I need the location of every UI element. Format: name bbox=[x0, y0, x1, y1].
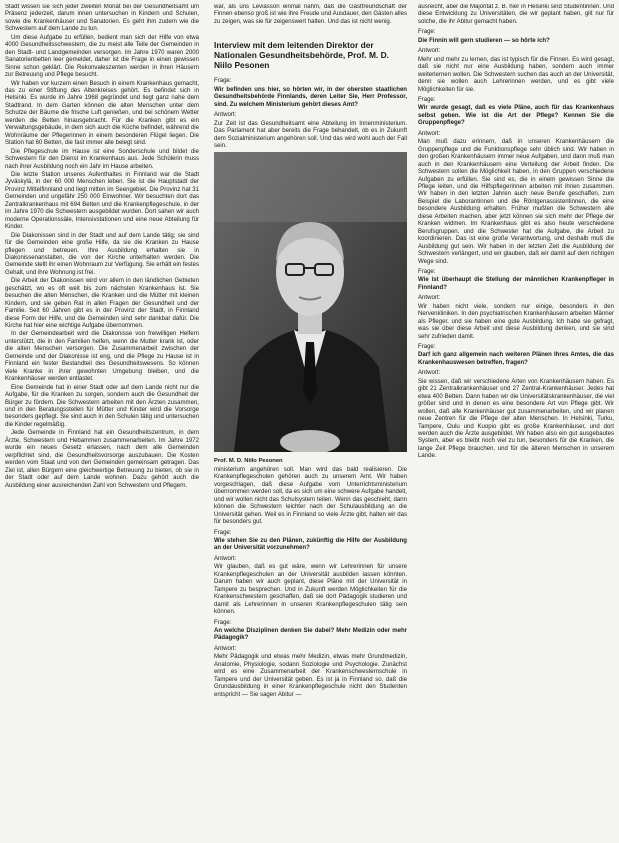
paragraph: Die letzte Station unseres Aufenthaltes in Finnland war die Stadt Jyväskylä, in der 60 000 Menschen leben. Sie ist die Hauptstadt der Provinz Mittelfinnland und liegt mitten im Seengebiet. Die Provinz hat 31 Gemeinden und ungefähr 250 000 Einwohner. Wir besuchten dort das Zentralkrankenhaus mit 694 Betten und die Krankenpflegeschule, in der im Jahre 1970 die Schwestern ausgebildet wurden. Dort sahen wir auch moderne Operationssäle, Intensivstationen und eine neue Abteilung für Kinder. bbox=[5, 171, 199, 231]
question-text: Darf ich ganz allgemein nach weiteren Plänen Ihres Amtes, die das Krankenhauswesen betreffen, fragen? bbox=[418, 352, 614, 366]
text-column-right bbox=[418, 4, 614, 837]
intro-paragraph: war, als uns Leviasson einmal nahm, daß die Gastfreundschaft der Finnen ebenso groß ist wie ihre Freude und Ausdauer, den Gästen alles zu zeigen, was sie für zeigenswert halten. Und das ist nicht wenig. bbox=[214, 4, 407, 25]
question-text: Wir wurde gesagt, daß es viele Pläne, auch für das Krankenhaus selbst geben. Wie ist die Art der Pflege? Kennen Sie die Gruppenpflege? bbox=[418, 105, 614, 127]
intro-paragraph: ausreicht, aber die Majorität z. B. hier in Helsinki sind Studentinnen. Und diese Entwicklung zu Universitäten, die wir geplant haben, gilt nur für solche, die ihr Abitur gemacht haben. bbox=[418, 4, 614, 25]
question-text: Die Finnin will gern studieren — so hörte ich? bbox=[418, 37, 550, 44]
answer-text: Wir glauben, daß es gut wäre, wenn wir Lehrerinnen für unsere Krankenpflegeschulen an der Universität ausbilden lassen könnten. Darum haben wir auch geplant, diese Pläne mit der Universität in Tampere zu besprechen. Und in Zukunft werden Möglichkeiten für die Krankenschwestern geschaffen, daß sie dort Pädagogik studieren und damit als Lehrerinnen in unseren Krankenpflegeschulen tätig sein können. bbox=[214, 564, 407, 616]
question-label: Frage: bbox=[214, 78, 232, 85]
answer-text: Mehr und mehr zu lernen, das ist typisch für die Finnen. Es wird gesagt, daß sie nicht nur eine Ausbildung haben, sondern auch immer weiterlernen wollen. Die Schwestern suchen das auch an der Universität, denn sie wollen auch Lehrerinnen werden, und es gibt viele Möglichkeiten für sie. bbox=[418, 56, 614, 93]
answer-text: Zur Zeit ist das Gesundheitsamt eine Abteilung im Innenministerium. Das Parlament hat aber bereits die Frage behandelt, ob es in Zukunft dem Sozialministerium angehören soll. Und das wird wohl auch der Fall sein. bbox=[214, 120, 407, 149]
answer-label: Antwort: bbox=[418, 370, 441, 377]
answer-text: Wir haben nicht viele, sondern nur einige, besonders in den Nervenkliniken. In den psychiatrischen Krankenhäusern arbeiten Männer als Pfleger, und sie haben eine gute Ausbildung. Ich habe sie gefragt, was sie über diese Arbeit und diese Ausbildung denken, und sie sind sehr zufrieden damit. bbox=[418, 303, 614, 340]
answer-text: Man muß dazu erinnern, daß in unseren Krankenhäusern die Gruppenpflege und die Funktionspflege sehr üblich sind. Wir haben in den großen Krankenhäusern immer neue Aufgaben, und dann muß man auch in den Krankenhäusern eine Verteilung der Arbeit finden. Die Schwestern sollen die Möglichkeit haben, in den Gruppen verschiedene Aufgaben zu erfüllen. Sie sind es, die in einem gewissen Sinne die Pflege leiten, und die Hilfspflegerinnen arbeiten mit ihnen zusammen. Wir haben in den letzten Jahren auch neue Berufe geschaffen, zum Beispiel die Laborantinnen und die Röntgenassistentinnen, die eine besondere Ausbildung erhalten. Früher mußten die Schwestern alle diese Arbeiten machen, aber jetzt können sie sich mehr der Pflege der Kranken widmen. Im Krankenhaus gibt es also heute verschiedene Berufsgruppen, und die Schwester hat die Aufgabe, die Arbeit zu koordinieren. Das ist eine große Verantwortung, und deshalb muß die Ausbildung gut sein. Wir haben in der letzten Zeit die Ausbildung der Schwestern verlängert, und wir glauben, daß wir damit auf dem richtigen Wege sind. bbox=[418, 139, 614, 265]
answer-label: Antwort: bbox=[214, 555, 237, 562]
question-label: Frage: bbox=[418, 344, 436, 351]
interview-headline: Interview mit dem leitenden Direktor der Nationalen Gesundheitsbehörde, Prof. M. D. Niilo Pesonen bbox=[214, 40, 389, 71]
paragraph: In der Gemeindearbeit wird die Diakonisse von freiwilligen Helfern unterstützt, die in den Familien helfen, wenn die Mutter krank ist, oder die alten Menschen versorgen. Die Zusammenarbeit zwischen der Gemeinde und der Diakonisse ist eng, und die Pflege zu Hause ist in Finnland ein fester Bestandteil des Gesundheitswesens. So können viele Kranke in ihrer gewohnten Umgebung bleiben, und die Krankenhäuser werden entlastet. bbox=[5, 331, 199, 383]
paragraph: Jede Gemeinde in Finnland hat ein Gesundheitszentrum, in dem Ärzte, Schwestern und Hebammen zusammenarbeiten. Im Jahre 1972 wurde ein neues Gesetz erlassen, nach dem alle Gemeinden verpflichtet sind, die Gesundheitsvorsorge auszubauen. Die Kosten werden vom Staat und von den Gemeinden gemeinsam getragen. Das Ziel ist, allen Bürgern eine gleichwertige Betreuung zu bieten, ob sie in der Stadt oder auf dem Lande wohnen. Dazu gehört auch die Ausbildung einer ausreichenden Zahl von Schwestern und Pflegern. bbox=[5, 430, 199, 489]
question-label: Frage: bbox=[214, 619, 232, 626]
answer-continued: ministerium angehören soll. Man wird das bald realisieren. Die Krankenpflegeschulen gehören auch zu unserem Amt. Wir haben vorgeschlagen, daß diese Aufgabe vom Unterrichtsministerium übernommen werden soll, da es sich um eine schwere Aufgabe handelt, und wir wollen nicht das Schulsystem teilen. Wenn das geschieht, dann können die Schwestern leichter nach der Schulausbildung an die Universität gehen. Weil es in Finnland so viele Ärzte gibt, halten wir das für besonders gut. bbox=[214, 466, 407, 526]
question-text: An welche Disziplinen denken Sie dabei? Mehr Medizin oder mehr Pädagogik? bbox=[214, 627, 407, 642]
answer-label: Antwort: bbox=[418, 130, 441, 137]
paragraph: Um diese Aufgabe zu erfüllen, bedient man sich der Hilfe von etwa 4000 Gesundheitsschwestern, die zu meist alle Teile der Gemeinden in den Stadt- und Landgemeinden versorgen. Im Jahre 1970 waren 2000 Sanatorienbetten leer gemeldet, daher ist die Frage in einen gewissen Sinne schon geklärt. Die Rekonvaleszenten werden in ihren Häusern zur Betreuung und Pflege besucht. bbox=[5, 34, 199, 79]
paragraph: Stadt wissen sie sich jeder zweiten Monat bei der Gesundheitsamt um Präsenz jederzeit, darum innen untersuchen in Kindern und Schulen, sowie die Krankenhäuser und Sanatorien. Es geht ihm zudem wie die Schwestern auf dem Lande zu tun. bbox=[5, 4, 199, 33]
paragraph: Die Arbeit der Diakonissen wird vor allem in den ländlichen Gebieten geschätzt, wo es oft weit bis zum nächsten Krankenhaus ist. Sie besuchen die alten Menschen, die Kranken und die Mütter mit kleinen Kindern, und sie geben Rat in allen Fragen der Gesundheit und der Familie. Seit 60 Jahren gibt es in der Provinz der Stadt, in Finnland diese Form der Hilfe, und die Gemeinden sind sehr dankbar dafür. Die Kirche hat hier eine wichtige Aufgabe übernommen. bbox=[5, 278, 199, 330]
question-text: Wie ist überhaupt die Stellung der männlichen Krankenpfleger in Finnland? bbox=[418, 277, 614, 291]
question-text: Wie stehen Sie zu den Plänen, zukünftig die Hilfe der Ausbildung an der Universität vorzunehmen? bbox=[214, 537, 407, 552]
answer-label: Antwort: bbox=[214, 112, 237, 119]
answer-text: Sie wissen, daß wir verschiedene Arten von Krankenhäusern haben. Es gibt 21 Zentralkrankenhäuser und 27 Zentral-Krankenhäuser. Jedes hat etwa 400 Betten. Dann haben wir die Universitätskrankenhäuser, die viel größer sind und in denen es eine besondere Art von Pflege gibt. Wir wollen, daß alle Krankenhäuser gut zusammenarbeiten, und wir planen neue Zentren für die Pflege der alten Menschen. In Helsinki, Turku, Tampere, Oulu und Kuopio gibt es große Krankenhäuser, und dort werden auch die Ärzte ausgebildet. Wir haben also ein gut ausgebautes System, aber es bleibt noch viel zu tun, besonders für die Kranken, die lange Zeit Pflege brauchen, und für die älteren Menschen in unserem Lande. bbox=[418, 378, 614, 460]
answer-label: Antwort: bbox=[418, 295, 441, 302]
photo-caption: Prof. M. D. Niilo Pesonen bbox=[214, 458, 283, 465]
text-column-left bbox=[5, 4, 199, 837]
question-label: Frage: bbox=[418, 96, 436, 103]
answer-label: Antwort: bbox=[418, 48, 441, 55]
question-label: Frage: bbox=[214, 529, 232, 536]
answer-text: Mehr Pädagogik und etwas mehr Medizin, etwas mehr Grundmedizin, Anatomie, Physiologie, sodann Soziologie und Psychologie. Zunächst wird es eine Zusammenarbeit der Krankenschwesternschule in Tampere und der Universität geben. Es ist ja in Finnland so, daß die Grundausbildung in einer Krankenpflegeschule nicht den Studenten entspricht — Sie sagen Abitur — bbox=[214, 654, 407, 698]
question-text: Wir befinden uns hier, so hörten wir, in der obersten staatlichen Gesundheitsbehörde Finnlands, deren Leiter Sie, Herr Professor, sind. Zu welchem Ministerium gehört dieses Amt? bbox=[214, 86, 407, 108]
text-column-middle bbox=[214, 4, 407, 837]
paragraph: Die Diakonissen sind in der Stadt und auf dem Lande tätig; sie sind für die Gemeinden eine große Hilfe, da sie die Kranken zu Hause pflegen und betreuen. Ihre Ausbildung erhalten sie in Diakonissenanstalten, die von der Kirche unterhalten werden. Die Gemeinde stellt ihr einen Wohnraum zur Verfügung. Sie erhält ein festes Gehalt, und ihre Wohnung ist frei. bbox=[5, 232, 199, 276]
question-label: Frage: bbox=[418, 268, 436, 275]
paragraph: Eine Gemeinde hat in einer Stadt oder auf dem Lande nicht nur die Aufgabe, für die Kranken zu sorgen, sondern auch die Gesundheit der Bürger zu fördern. Die Schwestern arbeiten mit den Ärzten zusammen, und in den Beratungsstellen für Mütter und Kinder wird die Vorsorge besonders gepflegt. Sie sind auch in den Schulen tätig und untersuchen die Kinder regelmäßig. bbox=[5, 384, 199, 428]
portrait-photo bbox=[214, 152, 407, 452]
answer-label: Antwort: bbox=[214, 645, 237, 652]
question-label: Frage: bbox=[418, 29, 436, 36]
paragraph: Wir haben vor kurzem einen Besuch in einem Krankenhaus gemacht, das zu einer Stiftung des Altenkreises gehört. Es befindet sich in Helsinki. Es wurde im Jahre 1968 gegründet und liegt ganz nahe dem Stadtrand. In dem Garten können die alten Menschen unter dem Schutze der Bäume die frische Luft genießen, und bei schönem Wetter werden die Betten hinausgebracht. Für die Kranken gibt es ein Verwaltungsgebäude, in dem sich auch die Küche befindet, während die Wohnräume der Pflegerinnen in einem besonderen Flügel liegen. Die Station hat 60 Betten, die fast immer alle belegt sind. bbox=[5, 80, 199, 147]
paragraph: Die Pflegeschule im Hause ist eine Sonderschule und bildet die Schwestern für den Dienst im Krankenhaus aus. Jede Schülerin muss nach ihrer Ausbildung noch ein Jahr im Hause arbeiten. bbox=[5, 148, 199, 170]
